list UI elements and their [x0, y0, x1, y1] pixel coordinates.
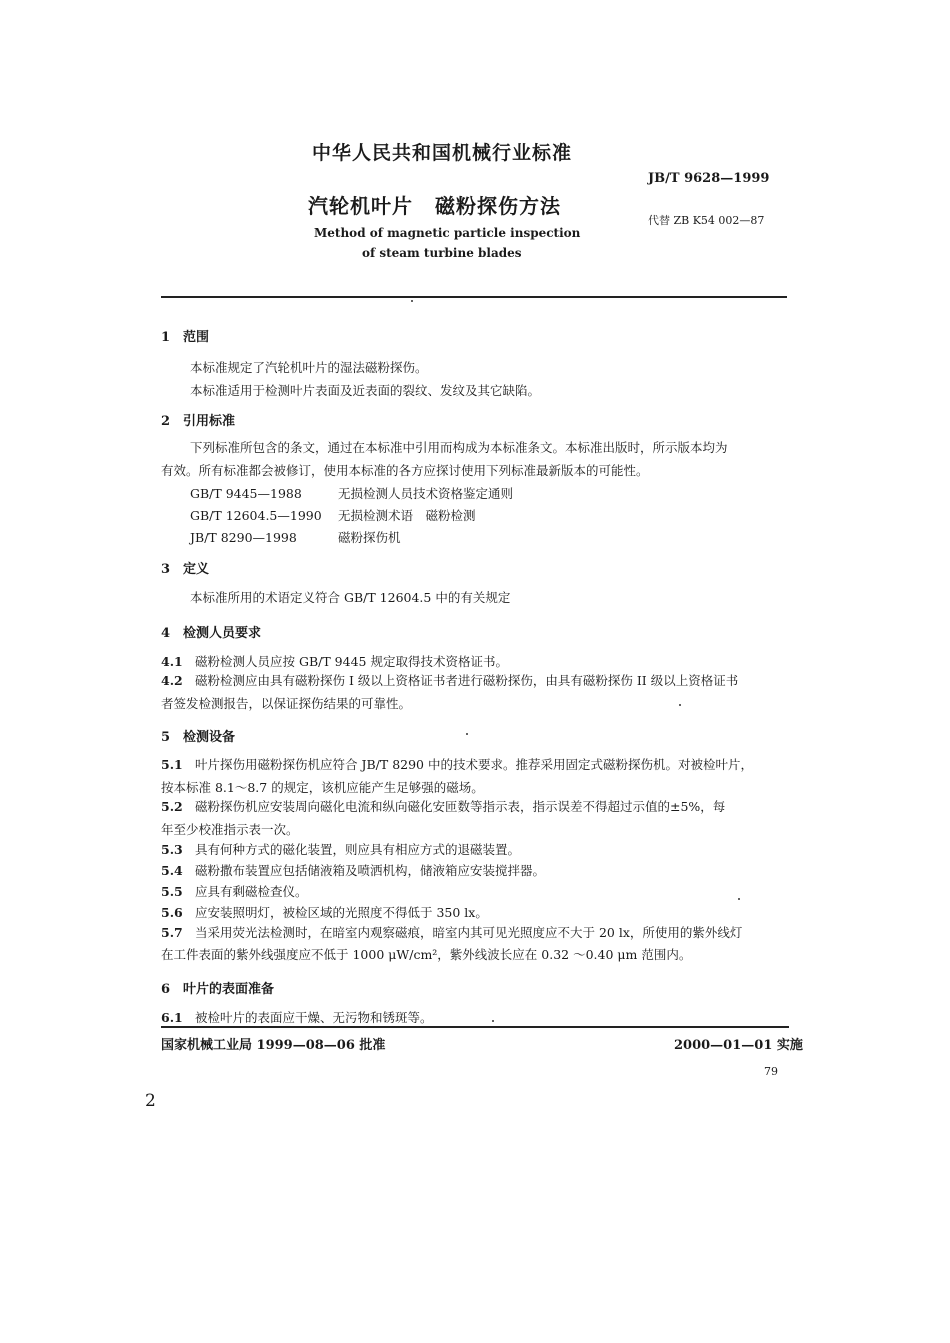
clause-number: 6.1 — [161, 1010, 183, 1025]
clause-number: 5.2 — [161, 799, 183, 814]
reference-name: 无损检测人员技术资格鉴定通则 — [338, 486, 514, 501]
clause-number: 5.7 — [161, 925, 183, 940]
section-number: 3 — [161, 562, 171, 577]
clause-text: 应具有剩磁检查仪。 — [195, 884, 308, 899]
clause-text: 磁粉检测应由具有磁粉探伤 I 级以上资格证书者进行磁粉探伤，由具有磁粉探伤 II 级以上资格证书 — [195, 673, 739, 688]
section-number: 2 — [161, 414, 171, 429]
section-2-para-line-2: 有效。所有标准都会被修订，使用本标准的各方应探讨使用下列标准最新版本的可能性。 — [161, 463, 649, 478]
section-title: 范围 — [183, 330, 210, 345]
approval-line: 国家机械工业局 1999—08—06 批准 — [161, 1038, 386, 1053]
reference-name: 磁粉探伤机 — [338, 530, 401, 545]
standard-number: JB/T 9628—1999 — [648, 171, 770, 186]
section-title: 检测人员要求 — [183, 626, 262, 641]
section-number: 5 — [161, 730, 171, 745]
scan-speck — [679, 704, 681, 706]
reference-row — [190, 484, 513, 502]
section-title: 引用标准 — [183, 414, 236, 429]
section-5-heading — [161, 726, 235, 745]
reference-code: GB/T 9445—1988 — [190, 486, 302, 501]
clause-number: 5.5 — [161, 884, 183, 899]
clause-5-6 — [161, 903, 488, 921]
section-title: 叶片的表面准备 — [183, 982, 275, 997]
scan-speck — [492, 1020, 494, 1022]
clause-4-1 — [161, 652, 508, 670]
page-number: 79 — [764, 1065, 778, 1078]
replaces-standard: 代替 ZB K54 002—87 — [648, 214, 765, 227]
scan-speck — [411, 300, 413, 302]
clause-text: 磁粉撒布装置应包括储液箱及喷洒机构，储液箱应安装搅拌器。 — [195, 863, 546, 878]
reference-code: GB/T 12604.5—1990 — [190, 508, 322, 523]
section-1-para-2: 本标准适用于检测叶片表面及近表面的裂纹、发纹及其它缺陷。 — [190, 383, 541, 398]
clause-5-5 — [161, 882, 308, 900]
clause-4-2 — [161, 671, 738, 689]
section-number: 4 — [161, 626, 171, 641]
clause-text: 具有何种方式的磁化装置，则应具有相应方式的退磁装置。 — [195, 842, 521, 857]
clause-number: 5.1 — [161, 757, 183, 772]
section-3-heading — [161, 558, 209, 577]
scan-speck — [466, 733, 468, 735]
section-6-heading — [161, 978, 274, 997]
clause-6-1 — [161, 1008, 433, 1026]
title-cn-part2: 磁粉探伤方法 — [435, 194, 561, 218]
effective-date: 2000—01—01 实施 — [674, 1038, 803, 1053]
section-3-para-1: 本标准所用的术语定义符合 GB/T 12604.5 中的有关规定 — [190, 590, 511, 605]
clause-text: 当采用荧光法检测时，在暗室内观察磁痕，暗室内其可见光照度应不大于 20 lx，所使用的紫外线灯 — [195, 925, 743, 940]
clause-number: 5.4 — [161, 863, 183, 878]
section-1-heading — [161, 326, 209, 345]
clause-number: 4.1 — [161, 654, 183, 669]
reference-row — [190, 528, 401, 546]
clause-5-7 — [161, 923, 742, 941]
reference-name: 无损检测术语 磁粉检测 — [338, 508, 476, 523]
section-number: 1 — [161, 330, 171, 345]
clause-5-1-continued: 按本标准 8.1～8.7 的规定，该机应能产生足够强的磁场。 — [161, 780, 484, 795]
clause-text: 叶片探伤用磁粉探伤机应符合 JB/T 8290 中的技术要求。推荐采用固定式磁粉探伤机。对被检叶片， — [195, 757, 753, 772]
clause-text: 磁粉检测人员应按 GB/T 9445 规定取得技术资格证书。 — [195, 654, 508, 669]
clause-text: 应安装照明灯，被检区域的光照度不得低于 350 lx。 — [195, 905, 488, 920]
section-1-para-1: 本标准规定了汽轮机叶片的湿法磁粉探伤。 — [190, 360, 428, 375]
clause-5-1 — [161, 755, 753, 773]
title-chinese — [308, 190, 561, 219]
clause-number: 4.2 — [161, 673, 183, 688]
clause-number: 5.6 — [161, 905, 183, 920]
section-number: 6 — [161, 982, 171, 997]
clause-5-2-continued: 年至少校准指示表一次。 — [161, 822, 299, 837]
section-2-heading — [161, 410, 235, 429]
clause-4-2-continued: 者签发检测报告，以保证探伤结果的可靠性。 — [161, 696, 412, 711]
section-4-heading — [161, 622, 261, 641]
reference-row — [190, 506, 476, 524]
scan-speck — [738, 898, 740, 900]
clause-5-7-continued: 在工件表面的紫外线强度应不低于 1000 μW/cm²，紫外线波长应在 0.32 ～0.40 μm 范围内。 — [161, 947, 692, 962]
section-2-para-line-1: 下列标准所包含的条文，通过在本标准中引用而构成为本标准条文。本标准出版时，所示版本均为 — [190, 440, 728, 455]
sheet-number: 2 — [145, 1091, 156, 1111]
title-english-line2: of steam turbine blades — [362, 246, 522, 260]
header-rule — [161, 296, 787, 298]
section-title: 检测设备 — [183, 730, 236, 745]
reference-code: JB/T 8290—1998 — [190, 530, 297, 545]
section-title: 定义 — [183, 562, 210, 577]
standard-type-heading: 中华人民共和国机械行业标准 — [312, 142, 573, 164]
clause-5-3 — [161, 840, 520, 858]
title-english-line1: Method of magnetic particle inspection — [314, 226, 581, 240]
clause-text: 被检叶片的表面应干燥、无污物和锈斑等。 — [195, 1010, 433, 1025]
clause-text: 磁粉探伤机应安装周向磁化电流和纵向磁化安匝数等指示表，指示误差不得超过示值的±5%，每 — [195, 799, 726, 814]
clause-5-4 — [161, 861, 545, 879]
footer-rule — [161, 1026, 789, 1028]
title-cn-part1: 汽轮机叶片 — [308, 194, 413, 218]
clause-number: 5.3 — [161, 842, 183, 857]
clause-5-2 — [161, 797, 725, 815]
